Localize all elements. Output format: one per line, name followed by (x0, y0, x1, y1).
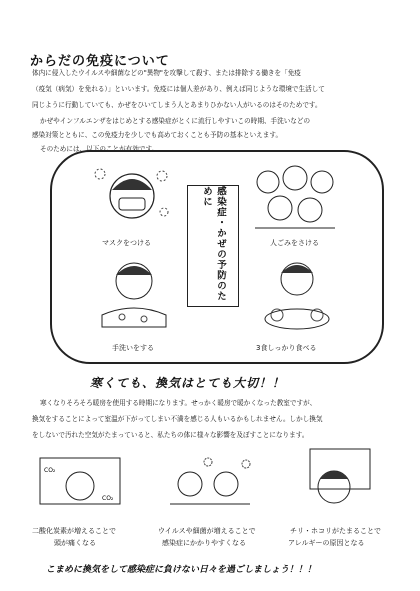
eating-illustration (255, 255, 340, 335)
paragraph-line: （疫気（病気）を免れる）」といいます。免疫には個人差があり、例えば同じような環境で生活して (32, 85, 325, 93)
co2-illustration (30, 450, 130, 520)
closing-message: こまめに換気をして感染症に負けない日々を過ごしましょう！！！ (46, 565, 317, 575)
crowd-illustration (250, 158, 340, 232)
paragraph-line: そのためには、以下のことが有効です。 (40, 145, 159, 153)
handwashing-illustration (92, 255, 177, 335)
prevention-item-handwash: 手洗いをする (112, 344, 154, 352)
ventilation-item-co2-line2: 頭が痛くなる (54, 539, 96, 547)
paragraph-line: 同じように行動していても、かぜをひいてしまう人とあまりひかない人がいるのはそのためです。 (32, 101, 322, 109)
virus-illustration (160, 450, 260, 520)
paragraph-line: 体内に侵入したウイルスや細菌などの"異物"を攻撃して殺す、または排除する働きを「免疫 (32, 69, 301, 77)
prevention-item-meals: 3食しっかり食べる (256, 344, 317, 352)
ventilation-item-co2-line1: 二酸化炭素が増えることで (32, 527, 116, 535)
ventilation-item-dust-line1: チリ・ホコリがたまることで (290, 527, 381, 535)
paragraph-line: 換気をすることによって室温が下がってしまい不満を感じる人もいるかもしれません。しかし換気 (32, 415, 323, 423)
paragraph-line: かぜやインフルエンザをはじめとする感染症がとくに流行しやすいこの時期、手洗いなどの (40, 117, 311, 125)
prevention-title: 感染症・かぜの予防のために (187, 185, 239, 307)
prevention-item-crowd: 人ごみをさける (270, 239, 319, 247)
ventilation-item-dust-line2: アレルギーの原因となる (288, 539, 365, 547)
mask-illustration (92, 160, 172, 230)
ventilation-item-virus-line2: 感染症にかかりやすくなる (162, 539, 246, 547)
section-title-ventilation: 寒くても、換気はとても大切！！ (90, 376, 286, 390)
ventilation-item-virus-line1: ウイルスや細菌が増えることで (158, 527, 256, 535)
prevention-item-mask: マスクをつける (102, 239, 151, 247)
dust-illustration (290, 445, 390, 520)
paragraph-line: 寒くなりそろそろ暖房を使用する時期になります。せっかく暖房で暖かくなった教室ですが、 (40, 399, 317, 407)
paragraph-line: をしないで汚れた空気がたまっていると、私たちの体に様々な影響を及ぼすことになります。 (32, 431, 309, 439)
paragraph-line: 感染対策とともに、この免疫力を少しでも高めておくことも予防の基本といえます。 (32, 131, 283, 139)
svg-text:CO₂: CO₂ (102, 495, 114, 502)
svg-text:CO₂: CO₂ (44, 467, 56, 474)
section-title-immunity: からだの免疫について (30, 54, 170, 69)
